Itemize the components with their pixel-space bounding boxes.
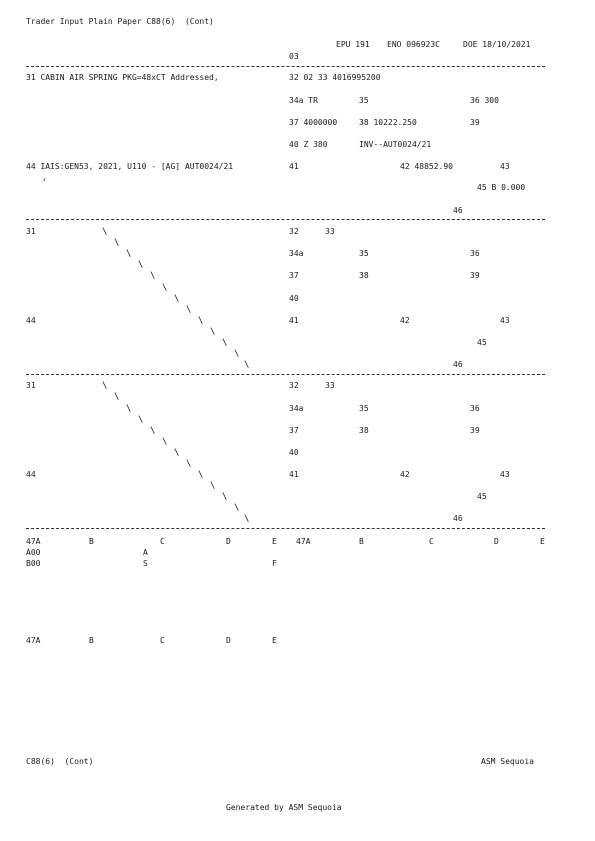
box-38: 38 10222.250 xyxy=(359,118,417,127)
box-39-label: 39 xyxy=(470,426,480,435)
box-46: 46 xyxy=(453,206,463,215)
epu-number: EPU 191 xyxy=(336,40,370,49)
box-47c-header-2: C xyxy=(160,636,165,645)
cancel-slash: \ xyxy=(138,260,144,270)
box-33-label: 33 xyxy=(325,227,335,236)
box-32-label: 32 xyxy=(289,381,299,390)
box-47a-header-2: 47A xyxy=(26,636,41,645)
box-40-invoice: INV--AUT0024/21 xyxy=(359,140,432,149)
separator-rule xyxy=(26,374,545,375)
box-47-row1-code: A xyxy=(143,548,148,557)
box-31-label: 31 xyxy=(26,381,36,390)
box-41-label: 41 xyxy=(289,316,299,325)
box-40-label: 40 xyxy=(289,294,299,303)
cancel-slash: \ xyxy=(244,360,250,370)
box-47c-header-right: C xyxy=(429,537,434,546)
box-47b-header-right: B xyxy=(359,537,364,546)
box-32-label: 32 xyxy=(289,227,299,236)
box-42-label: 42 xyxy=(400,316,410,325)
cancel-slash: \ xyxy=(150,271,156,281)
cancel-slash: \ xyxy=(174,448,180,458)
generated-by-note: Generated by ASM Sequoia xyxy=(226,803,342,812)
cancel-slash: \ xyxy=(114,392,120,402)
box-38-label: 38 xyxy=(359,271,369,280)
box-31-description: 31 CABIN AIR SPRING PKG=48xCT Addressed, xyxy=(26,73,219,82)
box-31-label: 31 xyxy=(26,227,36,236)
box-47d-header: D xyxy=(226,537,231,546)
box-44-label: 44 xyxy=(26,316,36,325)
box-40: 40 Z 380 xyxy=(289,140,328,149)
cancel-slash: \ xyxy=(102,381,108,391)
box-47-row2-type: B00 xyxy=(26,559,41,568)
cancel-slash: \ xyxy=(126,249,132,259)
cancel-slash: \ xyxy=(114,238,120,248)
page-number: 03 xyxy=(289,52,299,61)
box-39: 39 xyxy=(470,118,480,127)
box-34a: 34a TR xyxy=(289,96,318,105)
box-36-label: 36 xyxy=(470,249,480,258)
cancel-slash: \ xyxy=(186,459,192,469)
box-39-label: 39 xyxy=(470,271,480,280)
cancel-slash: \ xyxy=(162,437,168,447)
cancel-slash: \ xyxy=(244,514,250,524)
cancel-slash: \ xyxy=(222,338,228,348)
box-47d-header-2: D xyxy=(226,636,231,645)
box-37: 37 4000000 xyxy=(289,118,338,127)
cancel-slash: \ xyxy=(138,415,144,425)
box-43-label: 43 xyxy=(500,470,510,479)
box-44-label: 44 xyxy=(26,470,36,479)
box-45: 45 B 0.000 xyxy=(477,183,526,192)
doe-date: DOE 18/10/2021 xyxy=(463,40,531,49)
box-44-additional-info: 44 IAIS:GEN53, 2021, U110 - [AG] AUT0024/21 xyxy=(26,162,234,171)
cancel-slash: \ xyxy=(222,492,228,502)
cancel-slash: \ xyxy=(150,426,156,436)
cancel-slash: \ xyxy=(126,404,132,414)
box-40-label: 40 xyxy=(289,448,299,457)
cancel-slash: \ xyxy=(210,481,216,491)
box-47b-header: B xyxy=(89,537,94,546)
box-41: 41 xyxy=(289,162,299,171)
box-47e-header-right: E xyxy=(540,537,545,546)
box-32-commodity-code: 32 02 33 4016995200 xyxy=(289,73,381,82)
cancel-slash: \ xyxy=(234,349,240,359)
box-43-label: 43 xyxy=(500,316,510,325)
cancel-slash: \ xyxy=(174,294,180,304)
footer-vendor: ASM Sequoia xyxy=(481,757,534,766)
eno-number: ENO 096923C xyxy=(387,40,440,49)
box-35: 35 xyxy=(359,96,369,105)
box-33-label: 33 xyxy=(325,381,335,390)
box-35-label: 35 xyxy=(359,404,369,413)
box-47-row2-method: F xyxy=(272,559,277,568)
cancel-slash: \ xyxy=(210,327,216,337)
box-42-price: 42 48852.90 xyxy=(400,162,453,171)
box-47d-header-right: D xyxy=(494,537,499,546)
box-45-label: 45 xyxy=(477,492,487,501)
box-47e-header-2: E xyxy=(272,636,277,645)
cancel-slash: \ xyxy=(186,305,192,315)
cancel-slash: \ xyxy=(162,283,168,293)
cancel-slash: \ xyxy=(234,503,240,513)
separator-rule xyxy=(26,66,545,67)
box-36-label: 36 xyxy=(470,404,480,413)
box-47c-header: C xyxy=(160,537,165,546)
box-36: 36 300 xyxy=(470,96,499,105)
cancel-slash: \ xyxy=(102,227,108,237)
box-34a-label: 34a xyxy=(289,249,304,258)
box-47-row2-code: S xyxy=(143,559,148,568)
box-47-row1-type: A00 xyxy=(26,548,41,557)
box-47b-header-2: B xyxy=(89,636,94,645)
footer-form-id: C88(6) (Cont) xyxy=(26,757,94,766)
separator-rule xyxy=(26,528,545,529)
box-46-label: 46 xyxy=(453,360,463,369)
box-47e-header: E xyxy=(272,537,277,546)
box-34a-label: 34a xyxy=(289,404,304,413)
separator-rule xyxy=(26,219,545,220)
document-title: Trader Input Plain Paper C88(6) (Cont) xyxy=(26,17,214,26)
box-38-label: 38 xyxy=(359,426,369,435)
box-43: 43 xyxy=(500,162,510,171)
box-46-label: 46 xyxy=(453,514,463,523)
box-37-label: 37 xyxy=(289,426,299,435)
box-47a-header: 47A xyxy=(26,537,41,546)
box-35-label: 35 xyxy=(359,249,369,258)
box-41-label: 41 xyxy=(289,470,299,479)
cancel-slash: \ xyxy=(198,470,204,480)
box-47a-header-right: 47A xyxy=(296,537,311,546)
box-37-label: 37 xyxy=(289,271,299,280)
box-45-label: 45 xyxy=(477,338,487,347)
cancel-slash: \ xyxy=(198,316,204,326)
box-44-continuation: , xyxy=(42,173,47,182)
box-42-label: 42 xyxy=(400,470,410,479)
